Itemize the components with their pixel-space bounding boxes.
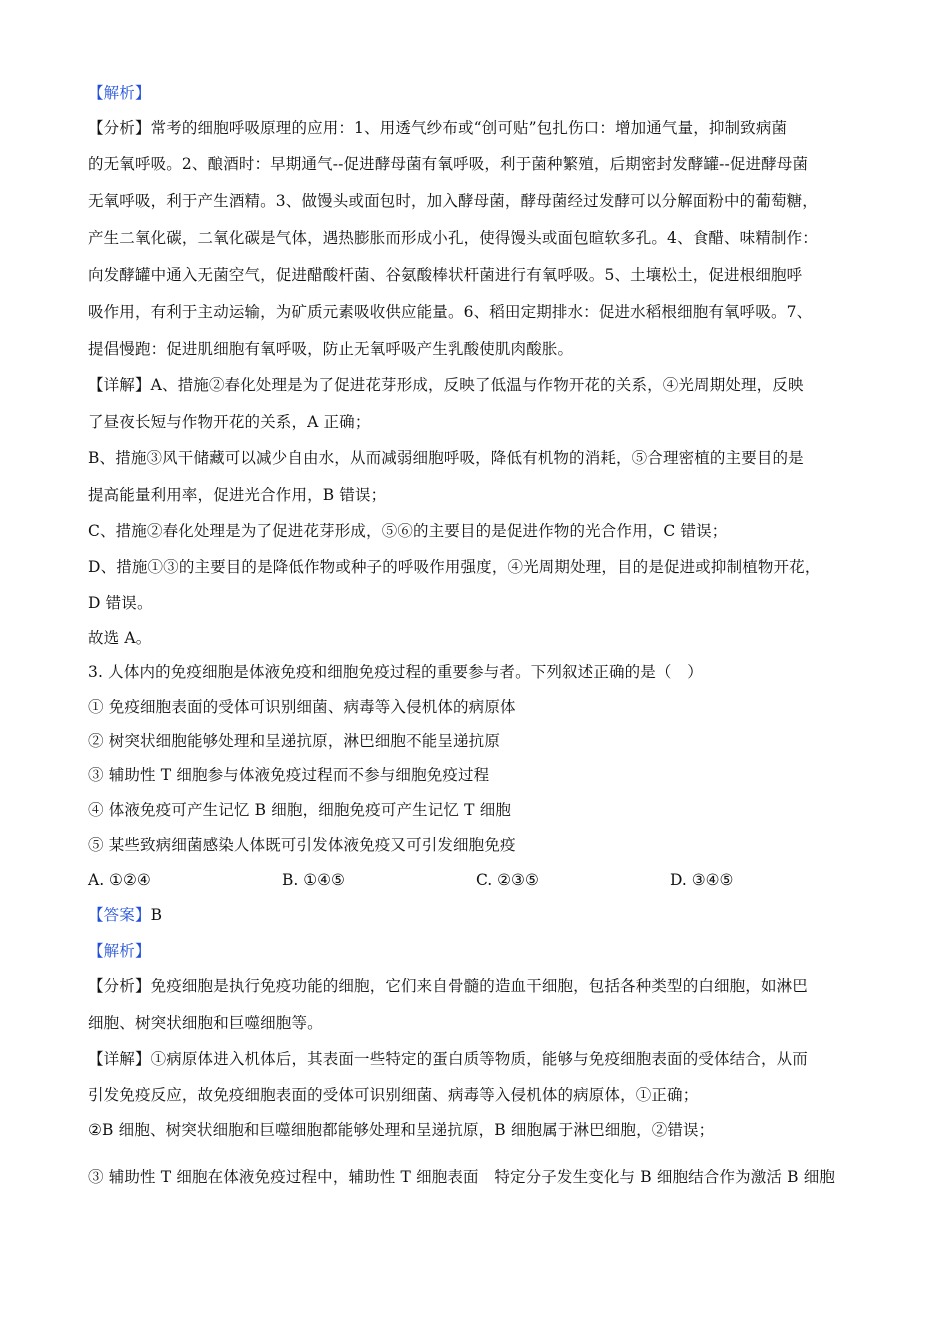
xiangjie-label: 【详解】 — [88, 376, 151, 394]
xiangjie-line: D 错误。 — [88, 594, 153, 612]
option-b: B. ①④⑤ — [282, 871, 345, 889]
jiexi-heading: 【解析】 — [88, 84, 151, 102]
xiangjie-line — [88, 374, 868, 396]
fenxi-line: 提倡慢跑：促进肌细胞有氧呼吸，防止无氧呼吸产生乳酸使肌肉酸胀。 — [88, 340, 574, 358]
jiexi-heading: 【解析】 — [88, 942, 151, 960]
fenxi-line: 细胞、树突状细胞和巨噬细胞等。 — [88, 1014, 323, 1032]
xiangjie-line: D、措施①③的主要目的是降低作物或种子的呼吸作用强度，④光周期处理，目的是促进或抑制植物开花， — [88, 558, 821, 576]
xiangjie-line: C、措施②春化处理是为了促进花芽形成，⑤⑥的主要目的是促进作物的光合作用，C 错误； — [88, 522, 728, 540]
xiangjie-line: 提高能量利用率，促进光合作用，B 错误； — [88, 486, 387, 504]
fenxi-text: 常考的细胞呼吸原理的应用：1、用透气纱布或“创可贴”包扎伤口：增加通气量，抑制致病菌 — [150, 119, 788, 137]
xiangjie-label: 【详解】 — [88, 1050, 151, 1068]
question-stem: 3. 人体内的免疫细胞是体液免疫和细胞免疫过程的重要参与者。下列叙述正确的是（ ） — [88, 663, 703, 681]
fenxi-label: 【分析】 — [88, 977, 151, 995]
statement: ⑤ 某些致病细菌感染人体既可引发体液免疫又可引发细胞免疫 — [88, 836, 516, 854]
statement: ③ 辅助性 T 细胞参与体液免疫过程而不参与细胞免疫过程 — [88, 766, 490, 784]
xiangjie-text: ①病原体进入机体后，其表面一些特定的蛋白质等物质，能够与免疫细胞表面的受体结合，从而 — [150, 1050, 808, 1068]
xiangjie-line: ②B 细胞、树突状细胞和巨噬细胞都能够处理和呈递抗原，B 细胞属于淋巴细胞，②错误； — [88, 1121, 715, 1139]
xiangjie-line: 引发免疫反应，故免疫细胞表面的受体可识别细菌、病毒等入侵机体的病原体，①正确； — [88, 1086, 699, 1104]
statement: ① 免疫细胞表面的受体可识别细菌、病毒等入侵机体的病原体 — [88, 698, 516, 716]
option-c: C. ②③⑤ — [476, 871, 539, 889]
xiangjie-text: A、措施②春化处理是为了促进花芽形成，反映了低温与作物开花的关系，④光周期处理，反映 — [150, 376, 804, 394]
fenxi-line: 无氧呼吸，利于产生酒精。3、做馒头或面包时，加入酵母菌，酵母菌经过发酵可以分解面粉中的葡萄糖， — [88, 192, 818, 210]
statement: ② 树突状细胞能够处理和呈递抗原，淋巴细胞不能呈递抗原 — [88, 732, 500, 750]
fenxi-line: 向发酵罐中通入无菌空气，促进醋酸杆菌、谷氨酸棒状杆菌进行有氧呼吸。5、土壤松土，促进根细胞呼 — [88, 266, 803, 284]
xiangjie-line: 了昼夜长短与作物开花的关系，A 正确； — [88, 413, 371, 431]
answer-label: 【答案】 — [88, 906, 151, 924]
option-a: A. ①②④ — [88, 871, 151, 889]
xiangjie-line: ③ 辅助性 T 细胞在体液免疫过程中，辅助性 T 细胞表面 特定分子发生变化与 B 细胞结合作为激活 B 细胞 — [88, 1168, 836, 1186]
answer-line — [88, 904, 868, 926]
xiangjie-line — [88, 1048, 868, 1070]
fenxi-line: 产生二氧化碳，二氧化碳是气体，遇热膨胀而形成小孔，使得馒头或面包暄软多孔。4、食醋、味精制作： — [88, 229, 818, 247]
fenxi-line: 的无氧呼吸。2、酿酒时：早期通气--促进酵母菌有氧呼吸，利于菌种繁殖，后期密封发酵罐--促进酵母菌 — [88, 155, 809, 173]
xiangjie-line: B、措施③风干储藏可以减少自由水，从而减弱细胞呼吸，降低有机物的消耗，⑤合理密植的主要目的是 — [88, 449, 804, 467]
statement: ④ 体液免疫可产生记忆 B 细胞，细胞免疫可产生记忆 T 细胞 — [88, 801, 512, 819]
fenxi-line — [88, 117, 868, 139]
option-d: D. ③④⑤ — [670, 871, 734, 889]
conclusion: 故选 A。 — [88, 629, 152, 647]
answer-value: B — [150, 906, 163, 924]
fenxi-line: 吸作用，有利于主动运输，为矿质元素吸收供应能量。6、稻田定期排水：促进水稻根细胞有氧呼吸。7、 — [88, 303, 813, 321]
fenxi-label: 【分析】 — [88, 119, 151, 137]
fenxi-text: 免疫细胞是执行免疫功能的细胞，它们来自骨髓的造血干细胞，包括各种类型的白细胞，如淋巴 — [150, 977, 808, 995]
fenxi-line — [88, 975, 868, 997]
